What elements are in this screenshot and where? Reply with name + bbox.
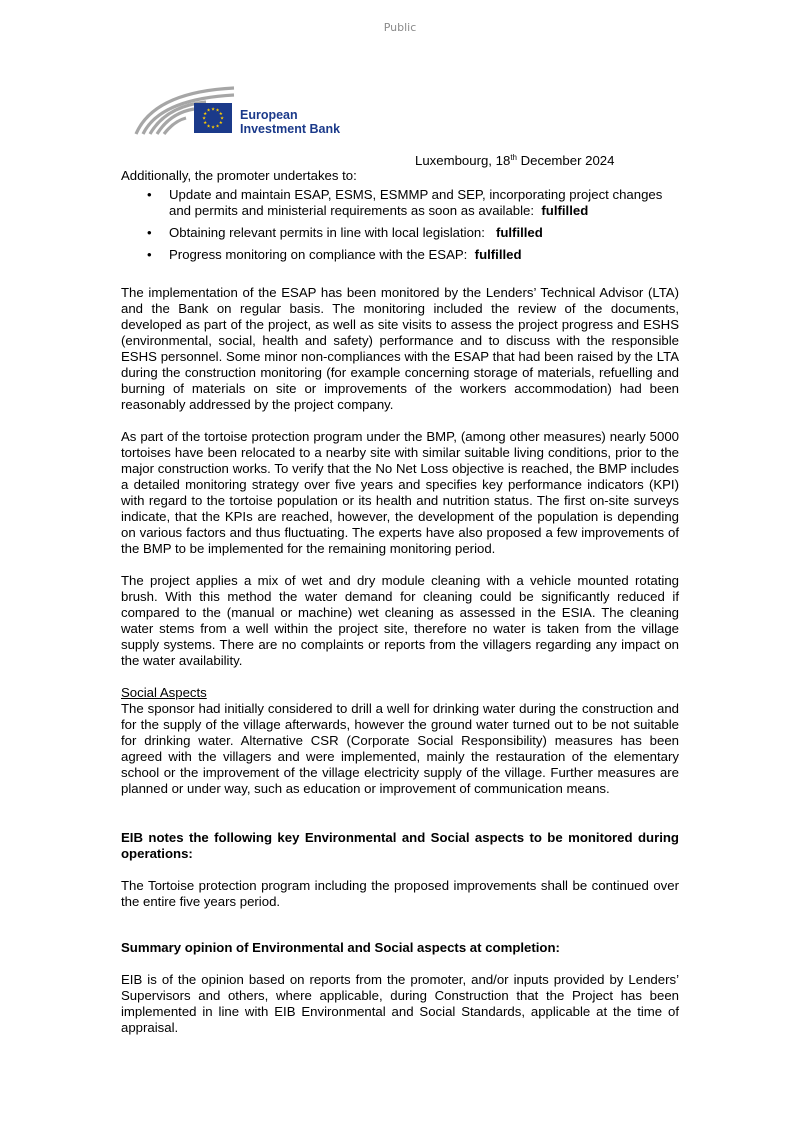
- summary-paragraph: EIB is of the opinion based on reports from the promoter, and/or inputs provided by Lenders’ Supervisors and others, where applicable, during Construction that the Project has been implemented in line with EIB Environmental and Social Standards, applicable at the time of appraisal.: [121, 972, 679, 1035]
- social-aspects-heading: Social Aspects: [121, 685, 207, 700]
- list-item: [121, 187, 679, 219]
- list-item: [121, 247, 679, 263]
- svg-text:★: ★: [219, 116, 225, 122]
- list-item-text: Obtaining relevant permits in line with local legislation:: [169, 225, 485, 240]
- svg-text:★: ★: [206, 108, 211, 114]
- undertakings-list: [121, 187, 679, 263]
- date-prefix: Luxembourg, 18: [415, 153, 511, 168]
- svg-text:★: ★: [201, 116, 207, 122]
- svg-text:★: ★: [218, 121, 223, 126]
- logo-line-2: Investment Bank: [240, 122, 341, 136]
- logo-line-1: European: [240, 108, 298, 122]
- svg-text:★: ★: [210, 125, 216, 131]
- svg-text:★: ★: [203, 112, 208, 117]
- tortoise-paragraph: As part of the tortoise protection program under the BMP, (among other measures) nearly 5000 tortoises have been relocated to a nearby site with similar suitable living conditions, prior to the major construction works. To verify that the No Net Loss objective is reached, the BMP includes a detailed monitoring strategy over five years and specifies key performance indicators (KPI) with regard to the tortoise population or its health and nutrition status. The first on-site surveys indicate, that the KPIs are reached, however, the development of the population is depending on various factors and thus fluctuating. The experts have also proposed a few improvements of the BMP to be implemented for the remaining monitoring period.: [121, 429, 679, 556]
- status-text: fulfilled: [495, 225, 543, 240]
- classification-label: Public: [383, 21, 417, 34]
- date-suffix: December 2024: [516, 153, 615, 168]
- eib-logo-mark: [134, 86, 238, 136]
- svg-text:★: ★: [203, 121, 208, 126]
- document-body: [121, 168, 679, 1036]
- key-aspects-heading: EIB notes the following key Environmental and Social aspects to be monitored during operations:: [121, 830, 679, 861]
- svg-text:★: ★: [218, 112, 223, 117]
- list-item: [121, 225, 679, 241]
- key-aspects-paragraph: The Tortoise protection program including the proposed improvements shall be continued over the entire five years period.: [121, 878, 679, 909]
- cleaning-paragraph: The project applies a mix of wet and dry module cleaning with a vehicle mounted rotating brush. With this method the water demand for cleaning could be significantly reduced if compared to the (manual or machine) wet cleaning as assessed in the ESIA. The cleaning water stems from a well within the project site, therefore no water is taken from the village supply systems. There are no complaints or reports from the villagers regarding any impact on the water availability.: [121, 573, 679, 668]
- intro-text: Additionally, the promoter undertakes to:: [121, 168, 357, 183]
- svg-text:★: ★: [210, 107, 216, 113]
- svg-text:★: ★: [215, 108, 220, 114]
- list-item-text: Update and maintain ESAP, ESMS, ESMMP and SEP, incorporating project changes and permits and ministerial requirements as soon as available:: [169, 187, 663, 218]
- esap-monitoring-paragraph: The implementation of the ESAP has been monitored by the Lenders’ Technical Advisor (LTA) and the Bank on regular basis. The monitoring included the review of the documents, developed as part of the project, as well as site visits to assess the project progress and ESHS (environmental, social, health and safety) performance and to discuss with the responsible ESHS personnel. Some minor non-compliances with the ESAP that had been raised by the LTA during the construction monitoring (for example concerning storage of materials, refuelling and burning of materials on site or improvements of the workers accommodation) had been reasonably addressed by the project company.: [121, 285, 679, 412]
- social-aspects-paragraph: The sponsor had initially considered to drill a well for drinking water during the construction and for the supply of the village afterwards, however the ground water turned out to be not suitable for drinking water. Alternative CSR (Corporate Social Responsibility) measures has been agreed with the villagers and were implemented, mainly the restauration of the elementary school or the improvement of the village electricity supply of the village. Further measures are planned or under way, such as education or improvement of communication means.: [121, 701, 679, 796]
- list-item-text: Progress monitoring on compliance with the ESAP:: [169, 247, 468, 262]
- svg-text:★: ★: [206, 124, 211, 130]
- status-text: fulfilled: [541, 203, 589, 218]
- bullet-icon: •: [147, 247, 152, 262]
- summary-heading: Summary opinion of Environmental and Social aspects at completion:: [121, 940, 560, 955]
- eib-logo: [134, 86, 354, 138]
- date-line: [415, 153, 614, 168]
- bullet-icon: •: [147, 187, 152, 202]
- date-ordinal: th: [510, 153, 517, 162]
- status-text: fulfilled: [474, 247, 522, 262]
- svg-text:★: ★: [215, 124, 220, 130]
- logo-wordmark: [240, 108, 340, 136]
- bullet-icon: •: [147, 225, 152, 240]
